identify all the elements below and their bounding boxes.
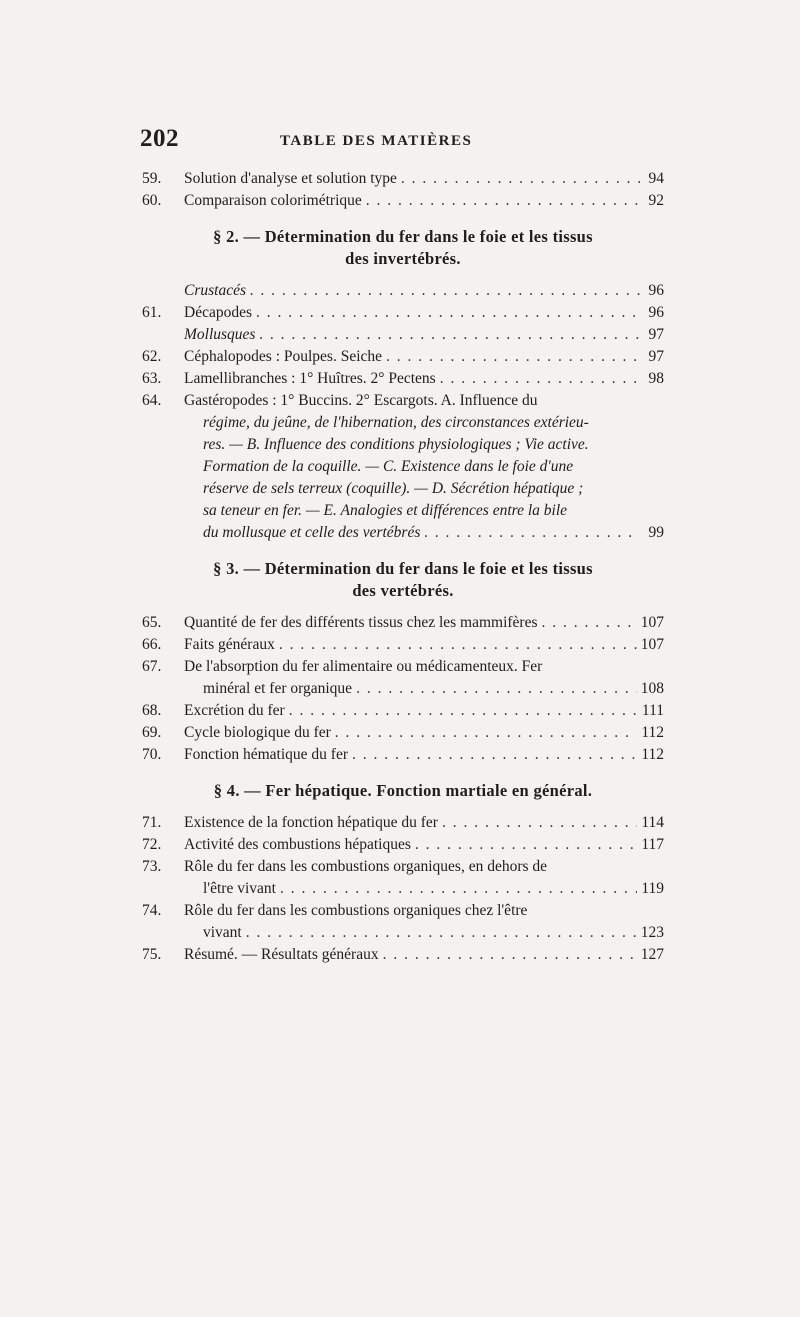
entry-title: vivant (203, 924, 242, 941)
entry-73-line-2 (142, 878, 664, 900)
entry-title: De l'absorption du fer alimentaire ou médicamenteux. Fer (184, 658, 543, 675)
entry-title: Existence de la fonction hépatique du fer (184, 814, 438, 831)
dot-leader (542, 612, 637, 634)
toc-entry-75 (142, 944, 664, 966)
dot-leader (280, 878, 637, 900)
entry-number: 68. (142, 702, 162, 719)
entry-number: 66. (142, 636, 162, 653)
entry-page: 96 (648, 282, 664, 299)
toc-entry-71 (142, 812, 664, 834)
entry-title: Rôle du fer dans les combustions organiques, en dehors de (184, 858, 548, 875)
entry-64-line-6: sa teneur en fer. — E. Analogies et différences entre la bile (203, 502, 568, 519)
entry-title: minéral et fer organique (203, 680, 353, 697)
entry-number: 63. (142, 370, 162, 387)
entry-number: 70. (142, 746, 162, 763)
entry-title: Activité des combustions hépatiques (184, 836, 411, 853)
entry-title: Comparaison colorimétrique (184, 192, 362, 209)
entry-page: 96 (648, 304, 664, 321)
dot-leader (366, 190, 640, 212)
dot-leader (259, 324, 640, 346)
dot-leader (289, 700, 638, 722)
entry-title: Excrétion du fer (184, 702, 285, 719)
entry-page: 127 (640, 946, 664, 963)
section-3-heading-cont: des vertébrés. (352, 581, 454, 600)
dot-leader (401, 168, 640, 190)
entry-title: Solution d'analyse et solution type (184, 170, 397, 187)
entry-title: Céphalopodes : Poulpes. Seiche (184, 348, 383, 365)
section-3-heading: § 3. — Détermination du fer dans le foie et les tissus (213, 559, 593, 578)
entry-number: 64. (142, 392, 162, 409)
dot-leader (356, 678, 637, 700)
toc-entry-72 (142, 834, 664, 856)
toc-entry-70 (142, 744, 664, 766)
entry-page: 97 (648, 348, 664, 365)
entry-number: 74. (142, 902, 162, 919)
entry-page: 114 (641, 814, 664, 831)
entry-number: 61. (142, 304, 162, 321)
dot-leader (440, 368, 640, 390)
entry-title: Faits généraux (184, 636, 275, 653)
entry-title: Quantité de fer des différents tissus chez les mammifères (184, 614, 538, 631)
dot-leader (256, 302, 640, 324)
toc-entry-60 (142, 190, 664, 212)
toc-subheading-mollusques (142, 324, 664, 346)
entry-64-line-4: Formation de la coquille. — C. Existence dans le foie d'une (203, 458, 574, 475)
dot-leader (352, 744, 637, 766)
dot-leader (335, 722, 638, 744)
table-of-contents (142, 168, 664, 966)
toc-entry-65 (142, 612, 664, 634)
section-4-heading: § 4. — Fer hépatique. Fonction martiale en général. (213, 781, 593, 800)
entry-64-line-2: régime, du jeûne, de l'hibernation, des circonstances extérieu- (203, 414, 589, 431)
entry-page: 107 (640, 614, 664, 631)
toc-entry-68 (142, 700, 664, 722)
entry-title: l'être vivant (203, 880, 276, 897)
entry-number: 72. (142, 836, 162, 853)
page-header (140, 125, 680, 165)
entry-number: 71. (142, 814, 162, 831)
entry-page: 112 (641, 746, 664, 763)
page-number: 202 (140, 125, 179, 152)
entry-title: Cycle biologique du fer (184, 724, 331, 741)
toc-entry-62 (142, 346, 664, 368)
entry-number: 65. (142, 614, 162, 631)
toc-entry-64 (142, 390, 664, 412)
entry-67-line-2 (142, 678, 664, 700)
entry-page: 119 (641, 880, 664, 897)
toc-entry-66 (142, 634, 664, 656)
toc-entry-69 (142, 722, 664, 744)
running-title: TABLE DES MATIÈRES (280, 133, 473, 149)
entry-page: 97 (648, 326, 664, 343)
entry-title: Rôle du fer dans les combustions organiques chez l'être (184, 902, 528, 919)
entry-number: 69. (142, 724, 162, 741)
entry-number: 59. (142, 170, 162, 187)
dot-leader (246, 922, 637, 944)
entry-page: 111 (641, 702, 664, 719)
dot-leader (415, 834, 637, 856)
entry-title: Fonction hématique du fer (184, 746, 348, 763)
toc-entry-63 (142, 368, 664, 390)
dot-leader (424, 522, 640, 544)
dot-leader (442, 812, 637, 834)
entry-page: 107 (640, 636, 664, 653)
entry-page: 117 (641, 836, 664, 853)
dot-leader (386, 346, 640, 368)
dot-leader (279, 634, 637, 656)
entry-title: Mollusques (184, 326, 256, 343)
dot-leader (250, 280, 640, 302)
entry-64-line-7 (142, 522, 664, 544)
toc-entry-59 (142, 168, 664, 190)
entry-title: Lamellibranches : 1° Huîtres. 2° Pectens (184, 370, 436, 387)
entry-page: 94 (648, 170, 664, 187)
toc-entry-73 (142, 856, 664, 878)
entry-number: 67. (142, 658, 162, 675)
entry-page: 98 (648, 370, 664, 387)
toc-entry-67 (142, 656, 664, 678)
section-2-heading: § 2. — Détermination du fer dans le foie et les tissus (213, 227, 593, 246)
entry-page: 99 (648, 524, 664, 541)
dot-leader (383, 944, 637, 966)
section-2-heading-cont: des invertébrés. (345, 249, 461, 268)
entry-title: du mollusque et celle des vertébrés (203, 524, 421, 541)
toc-entry-74 (142, 900, 664, 922)
entry-64-line-3: res. — B. Influence des conditions physiologiques ; Vie active. (203, 436, 589, 453)
entry-number: 60. (142, 192, 162, 209)
entry-page: 112 (641, 724, 664, 741)
entry-number: 73. (142, 858, 162, 875)
entry-title: Résumé. — Résultats généraux (184, 946, 379, 963)
entry-64-line-5: réserve de sels terreux (coquille). — D. Sécrétion hépatique ; (203, 480, 584, 497)
entry-page: 92 (648, 192, 664, 209)
entry-title: Décapodes (184, 304, 252, 321)
entry-number: 62. (142, 348, 162, 365)
entry-title: Crustacés (184, 282, 246, 299)
entry-number: 75. (142, 946, 162, 963)
toc-entry-61 (142, 302, 664, 324)
entry-page: 123 (640, 924, 664, 941)
entry-page: 108 (640, 680, 664, 697)
toc-subheading-crustaces (142, 280, 664, 302)
entry-title: Gastéropodes : 1° Buccins. 2° Escargots. A. Influence du (184, 392, 538, 409)
entry-74-line-2 (142, 922, 664, 944)
